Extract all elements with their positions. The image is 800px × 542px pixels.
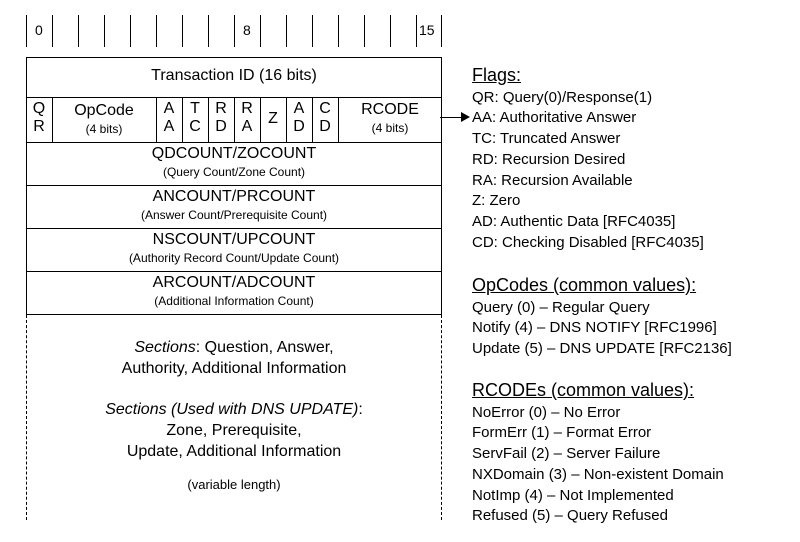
legend-item: NotImp (4) – Not Implemented [472, 486, 674, 504]
ra-field [234, 100, 260, 136]
arcount-field [26, 274, 442, 310]
sections-line2: Authority, Additional Information [121, 360, 347, 377]
row-divider [26, 271, 442, 272]
rcode-label: RCODE [361, 101, 419, 118]
qdcount-field [26, 145, 442, 181]
flags-arrow-head [461, 112, 470, 122]
aa-field-top: A [163, 100, 175, 117]
ad-field [286, 100, 312, 136]
aa-field-bottom: A [163, 118, 175, 135]
bit-tick [156, 15, 157, 47]
bit-tick [312, 15, 313, 47]
qdcount-label: QDCOUNT/ZOCOUNT [151, 145, 317, 162]
legend-item: QR: Query(0)/Response(1) [472, 88, 653, 106]
opcodes-legend [472, 275, 732, 360]
bit-tick [390, 15, 391, 47]
rcode-bits: (4 bits) [371, 121, 409, 135]
bit-tick [26, 15, 27, 47]
tc-field [182, 100, 208, 136]
bit-tick [364, 15, 365, 47]
ra-field-top: R [241, 100, 253, 117]
flags-heading: Flags: [472, 65, 522, 85]
opcodes-heading: OpCodes (common values): [472, 275, 697, 295]
legend-item: NoError (0) – No Error [472, 403, 621, 421]
ad-field-bottom: D [293, 118, 305, 135]
variable-length-note: (variable length) [187, 477, 281, 492]
qr-field-bottom: R [33, 118, 45, 135]
ad-field-top: A [293, 100, 305, 117]
sections-line1 [26, 337, 442, 358]
legend-item: RA: Recursion Available [472, 171, 633, 189]
row-divider [26, 185, 442, 186]
legend-item: Z: Zero [472, 192, 521, 210]
bit-tick [78, 15, 79, 47]
nscount-label: NSCOUNT/UPCOUNT [152, 231, 316, 248]
cd-field-bottom: D [319, 118, 331, 135]
bit-tick [441, 15, 442, 47]
qr-field-top: Q [32, 100, 46, 117]
legend-item: CD: Checking Disabled [RFC4035] [472, 233, 704, 251]
rd-field-bottom: D [215, 118, 227, 135]
nscount-desc: (Authority Record Count/Update Count) [128, 251, 340, 265]
arcount-desc: (Additional Information Count) [154, 294, 314, 308]
legend-item: AD: Authentic Data [RFC4035] [472, 212, 676, 230]
row-divider [26, 142, 442, 143]
bit-tick [286, 15, 287, 47]
qdcount-desc: (Query Count/Zone Count) [162, 165, 306, 179]
rd-field-top: R [215, 100, 227, 117]
bit-tick [416, 15, 417, 47]
bit-label-0: 0 [35, 22, 43, 38]
bit-tick [260, 15, 261, 47]
bit-tick [338, 15, 339, 47]
rcodes-legend [472, 380, 724, 527]
ancount-field [26, 188, 442, 224]
row-divider [26, 57, 442, 58]
update-sections-colon: : [358, 401, 363, 418]
sections-label: Sections [134, 339, 196, 356]
z-field: Z [268, 110, 278, 127]
ra-field-bottom: A [241, 118, 253, 135]
nscount-field [26, 231, 442, 267]
legend-item: Refused (5) – Query Refused [472, 507, 668, 525]
bit-label-8: 8 [243, 22, 251, 38]
update-sections-text [26, 399, 442, 462]
bit-tick [182, 15, 183, 47]
legend-item: AA: Authoritative Answer [472, 109, 637, 127]
update-sections-line1 [26, 399, 442, 420]
rcode-field [338, 101, 442, 137]
cd-field-top: C [319, 100, 331, 117]
legend-item: Query (0) – Regular Query [472, 298, 650, 316]
tc-field-top: T [190, 100, 200, 117]
opcode-label: OpCode [74, 102, 134, 119]
row-divider [26, 228, 442, 229]
legend-item: ServFail (2) – Server Failure [472, 445, 661, 463]
bit-tick [130, 15, 131, 47]
update-sections-label: Sections (Used with DNS UPDATE) [105, 401, 359, 418]
bit-ruler [26, 15, 442, 47]
rcodes-heading: RCODEs (common values): [472, 380, 695, 400]
bit-label-15: 15 [419, 22, 435, 38]
bit-tick [104, 15, 105, 47]
flags-arrow-line [440, 117, 462, 118]
aa-field [156, 100, 182, 136]
update-sections-line3: Update, Additional Information [126, 443, 342, 460]
ancount-label: ANCOUNT/PRCOUNT [152, 188, 316, 205]
opcode-field [52, 102, 156, 138]
sections-line1-rest: : Question, Answer, [195, 339, 334, 356]
rd-field [208, 100, 234, 136]
legend-item: NXDomain (3) – Non-existent Domain [472, 465, 724, 483]
update-sections-line2: Zone, Prerequisite, [166, 422, 302, 439]
opcode-bits: (4 bits) [85, 122, 123, 136]
transaction-id-field: Transaction ID (16 bits) [151, 67, 317, 84]
cd-field [312, 100, 338, 136]
legend-item: TC: Truncated Answer [472, 130, 621, 148]
bit-tick [234, 15, 235, 47]
tc-field-bottom: C [189, 118, 201, 135]
legend-item: FormErr (1) – Format Error [472, 424, 652, 442]
arcount-label: ARCOUNT/ADCOUNT [152, 274, 316, 291]
sections-text [26, 337, 442, 379]
qr-field [26, 100, 52, 136]
legend-item: RD: Recursion Desired [472, 150, 626, 168]
legend-item: Update (5) – DNS UPDATE [RFC2136] [472, 340, 732, 358]
ancount-desc: (Answer Count/Prerequisite Count) [140, 208, 328, 222]
bit-tick [52, 15, 53, 47]
legend-item: Notify (4) – DNS NOTIFY [RFC1996] [472, 319, 717, 337]
flags-legend [472, 65, 704, 253]
bit-tick [208, 15, 209, 47]
